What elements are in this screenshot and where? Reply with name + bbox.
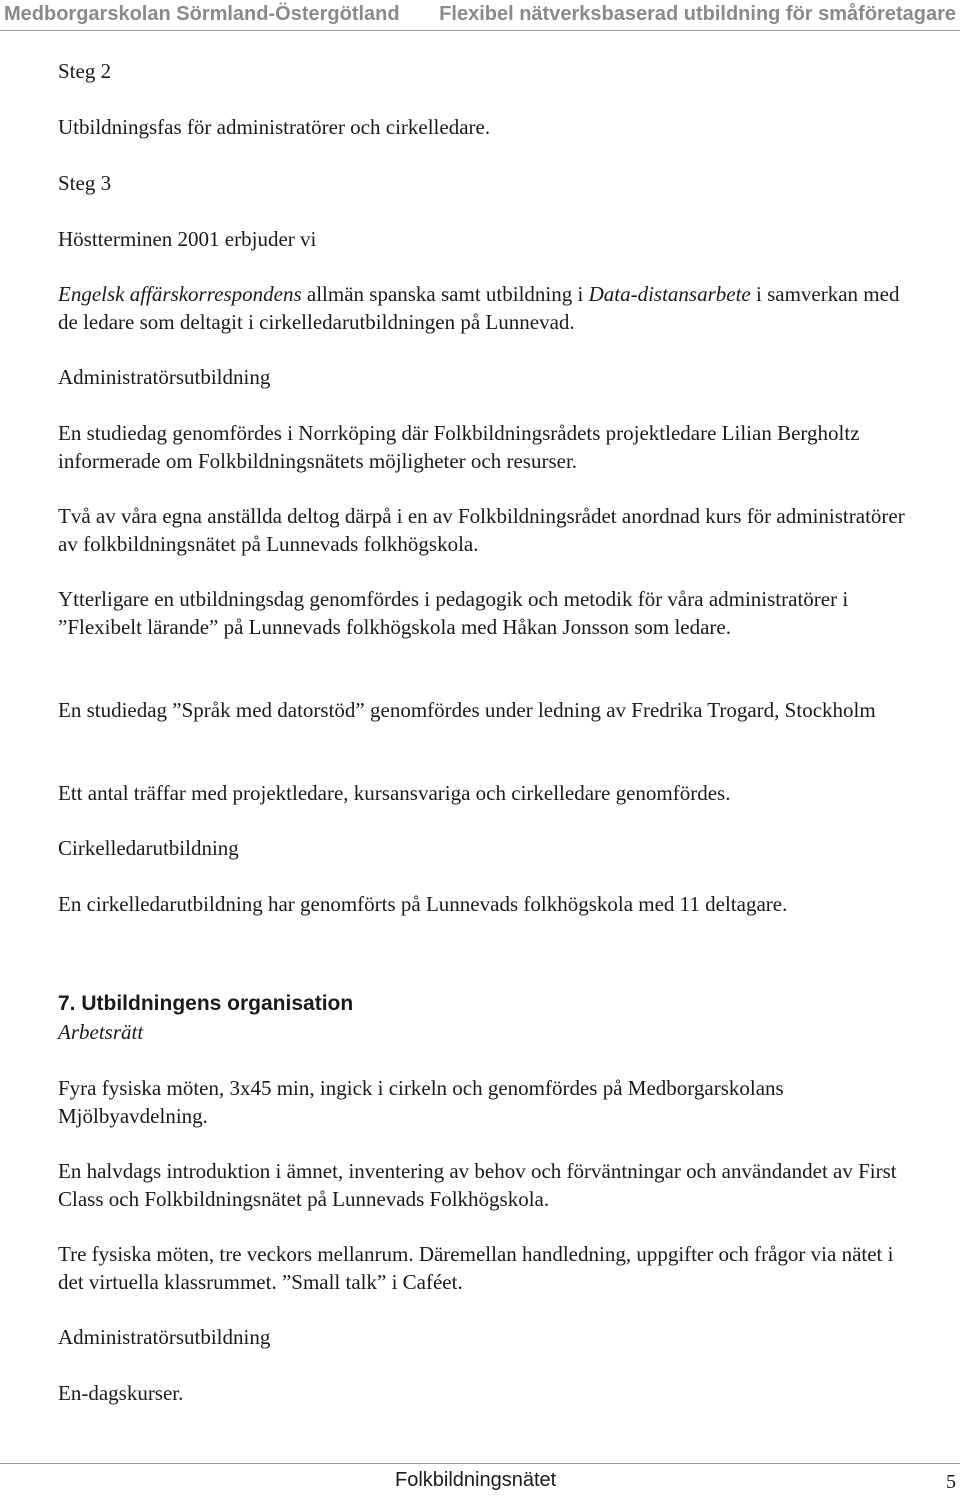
paragraph-tre-moten: Tre fysiska möten, tre veckors mellanrum. Däremellan handledning, uppgifter och frågor via nätet i det virtuella klassrummet. ”Small talk” i Caféet. [58,1242,894,1294]
paragraph-en-dagskurser: En-dagskurser. [58,1381,184,1405]
paragraph-traffar: Ett antal träffar med projektledare, kursansvariga och cirkelledare genomfördes. [58,781,731,805]
admin-heading-2: Administratörsutbildning [58,1325,271,1349]
offer-text-end: i samverkan med de ledare som deltagit i cirkelledarutbildningen på Lunnevad. [58,282,900,334]
offer-paragraph [58,281,920,336]
section-7-heading: 7. Utbildningens organisation [58,992,354,1015]
header-organization: Medborgarskolan Sörmland-Östergötland [4,3,400,25]
steg3-title: Steg 3 [58,171,112,195]
arbetsratt-text: Arbetsrätt [58,1020,144,1044]
steg3-intro: Höstterminen 2001 erbjuder vi [58,227,317,251]
paragraph-studiedag-norrkoping: En studiedag genomfördes i Norrköping där Folkbildningsrådets projektledare Lilian Bergholtz informerade om Folkbildningsnätets möjligheter och resurser. [58,421,860,473]
offer-course-data: Data-distansarbete [588,282,751,306]
paragraph-cirkelledarutbildning: En cirkelledarutbildning har genomförts på Lunnevads folkhögskola med 11 deltagare. [58,892,788,916]
offer-text-mid: allmän spanska samt utbildning i [301,282,589,306]
page-header [0,0,960,31]
arbetsratt-subheading [58,1019,920,1047]
footer-divider [0,1463,960,1464]
paragraph-fyra-moten: Fyra fysiska möten, 3x45 min, ingick i cirkeln och genomfördes på Medborgarskolans Mjölbyavdelning. [58,1076,784,1128]
cirkel-heading: Cirkelledarutbildning [58,836,239,860]
paragraph-sprak-datorstod: En studiedag ”Språk med datorstöd” genomfördes under ledning av Fredrika Trogard, Stockholm [58,698,876,722]
offer-course-english: Engelsk affärskorrespondens [58,282,302,306]
header-document-title: Flexibel nätverksbaserad utbildning för småföretagare [439,3,956,25]
paragraph-halvdag: En halvdags introduktion i ämnet, inventering av behov och förväntningar och användandet av First Class och Folkbildningsnätet på Lunnevads Folkhögskola. [58,1159,897,1211]
admin-heading: Administratörsutbildning [58,365,271,389]
paragraph-tva-anstallda: Två av våra egna anställda deltog därpå i en av Folkbildningsrådet anordnad kurs för administratörer av folkbildningsnätet på Lunnevads folkhögskola. [58,504,905,556]
page-number: 5 [946,1471,956,1493]
steg2-text: Utbildningsfas för administratörer och cirkelledare. [58,115,491,139]
steg2-title: Steg 2 [58,59,112,83]
footer-title: Folkbildningsnätet [395,1469,557,1491]
paragraph-ytterligare: Ytterligare en utbildningsdag genomfördes i pedagogik och metodik för våra administratörer i ”Flexibelt lärande” på Lunnevads folkhögskola med Håkan Jonsson som ledare. [58,587,849,639]
